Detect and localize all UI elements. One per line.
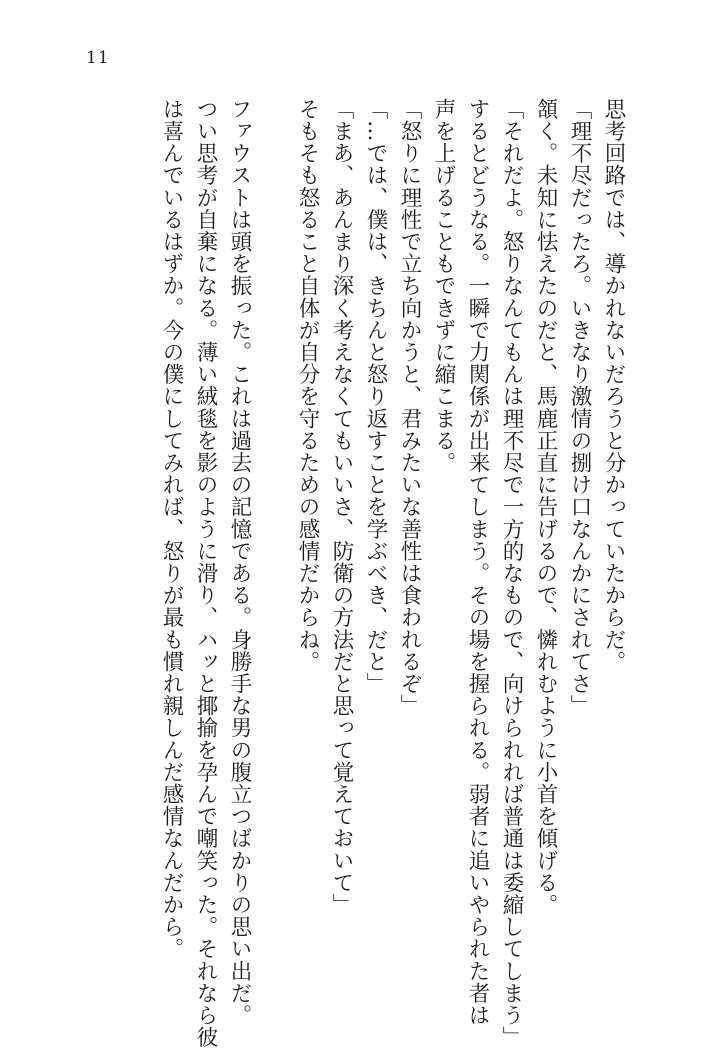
text-line: つい思考が自棄になる。薄い絨毯を影のように滑り、ハッと揶揄を孕んで嘲笑った。それなら彼 [193, 98, 218, 1048]
text-line: 「まあ、あんまり深く考えなくてもいいさ、防衛の方法だと思って覚えておいて」 [329, 98, 354, 916]
text-line: 頷く。未知に怯えたのだと、馬鹿正直に告げるので、憐れむように小首を傾げる。 [533, 98, 558, 916]
text-line: 「怒りに理性で立ち向かうと、君みたいな善性は食われるぞ」 [397, 98, 422, 717]
text-line: 「…では、僕は、きちんと怒り返すことを学ぶべき、だと」 [363, 98, 388, 695]
text-line: そもそも怒ること自体が自分を守るための感情だからね。 [295, 98, 320, 673]
page-number: 11 [86, 48, 110, 68]
text-line: 「それだよ。怒りなんてもんは理不尽で一方的なもので、向けられれば普通は委縮してしまう」 [499, 98, 524, 1048]
text-line: 「理不尽だったろ。いきなり激情の捌け口なんかにされてさ」 [567, 98, 592, 717]
text-line: ファウストは頭を振った。これは過去の記憶である。身勝手な男の腹立つばかりの思い出だ。 [227, 98, 252, 1027]
text-line: 思考回路では、導かれないだろうと分かっていたからだ。 [601, 98, 626, 673]
vertical-text-body [154, 98, 630, 1048]
text-line: は喜んでいるはずか。今の僕にしてみれば、怒りが最も慣れ親しんだ感情なんだから。 [159, 98, 184, 960]
text-line: 声を上げることもできずに縮こまる。 [431, 98, 456, 474]
text-line: するとどうなる。一瞬で力関係が出来てしまう。その場を握られる。弱者に追いやられた者は [465, 98, 490, 1027]
blank-line [256, 98, 290, 978]
